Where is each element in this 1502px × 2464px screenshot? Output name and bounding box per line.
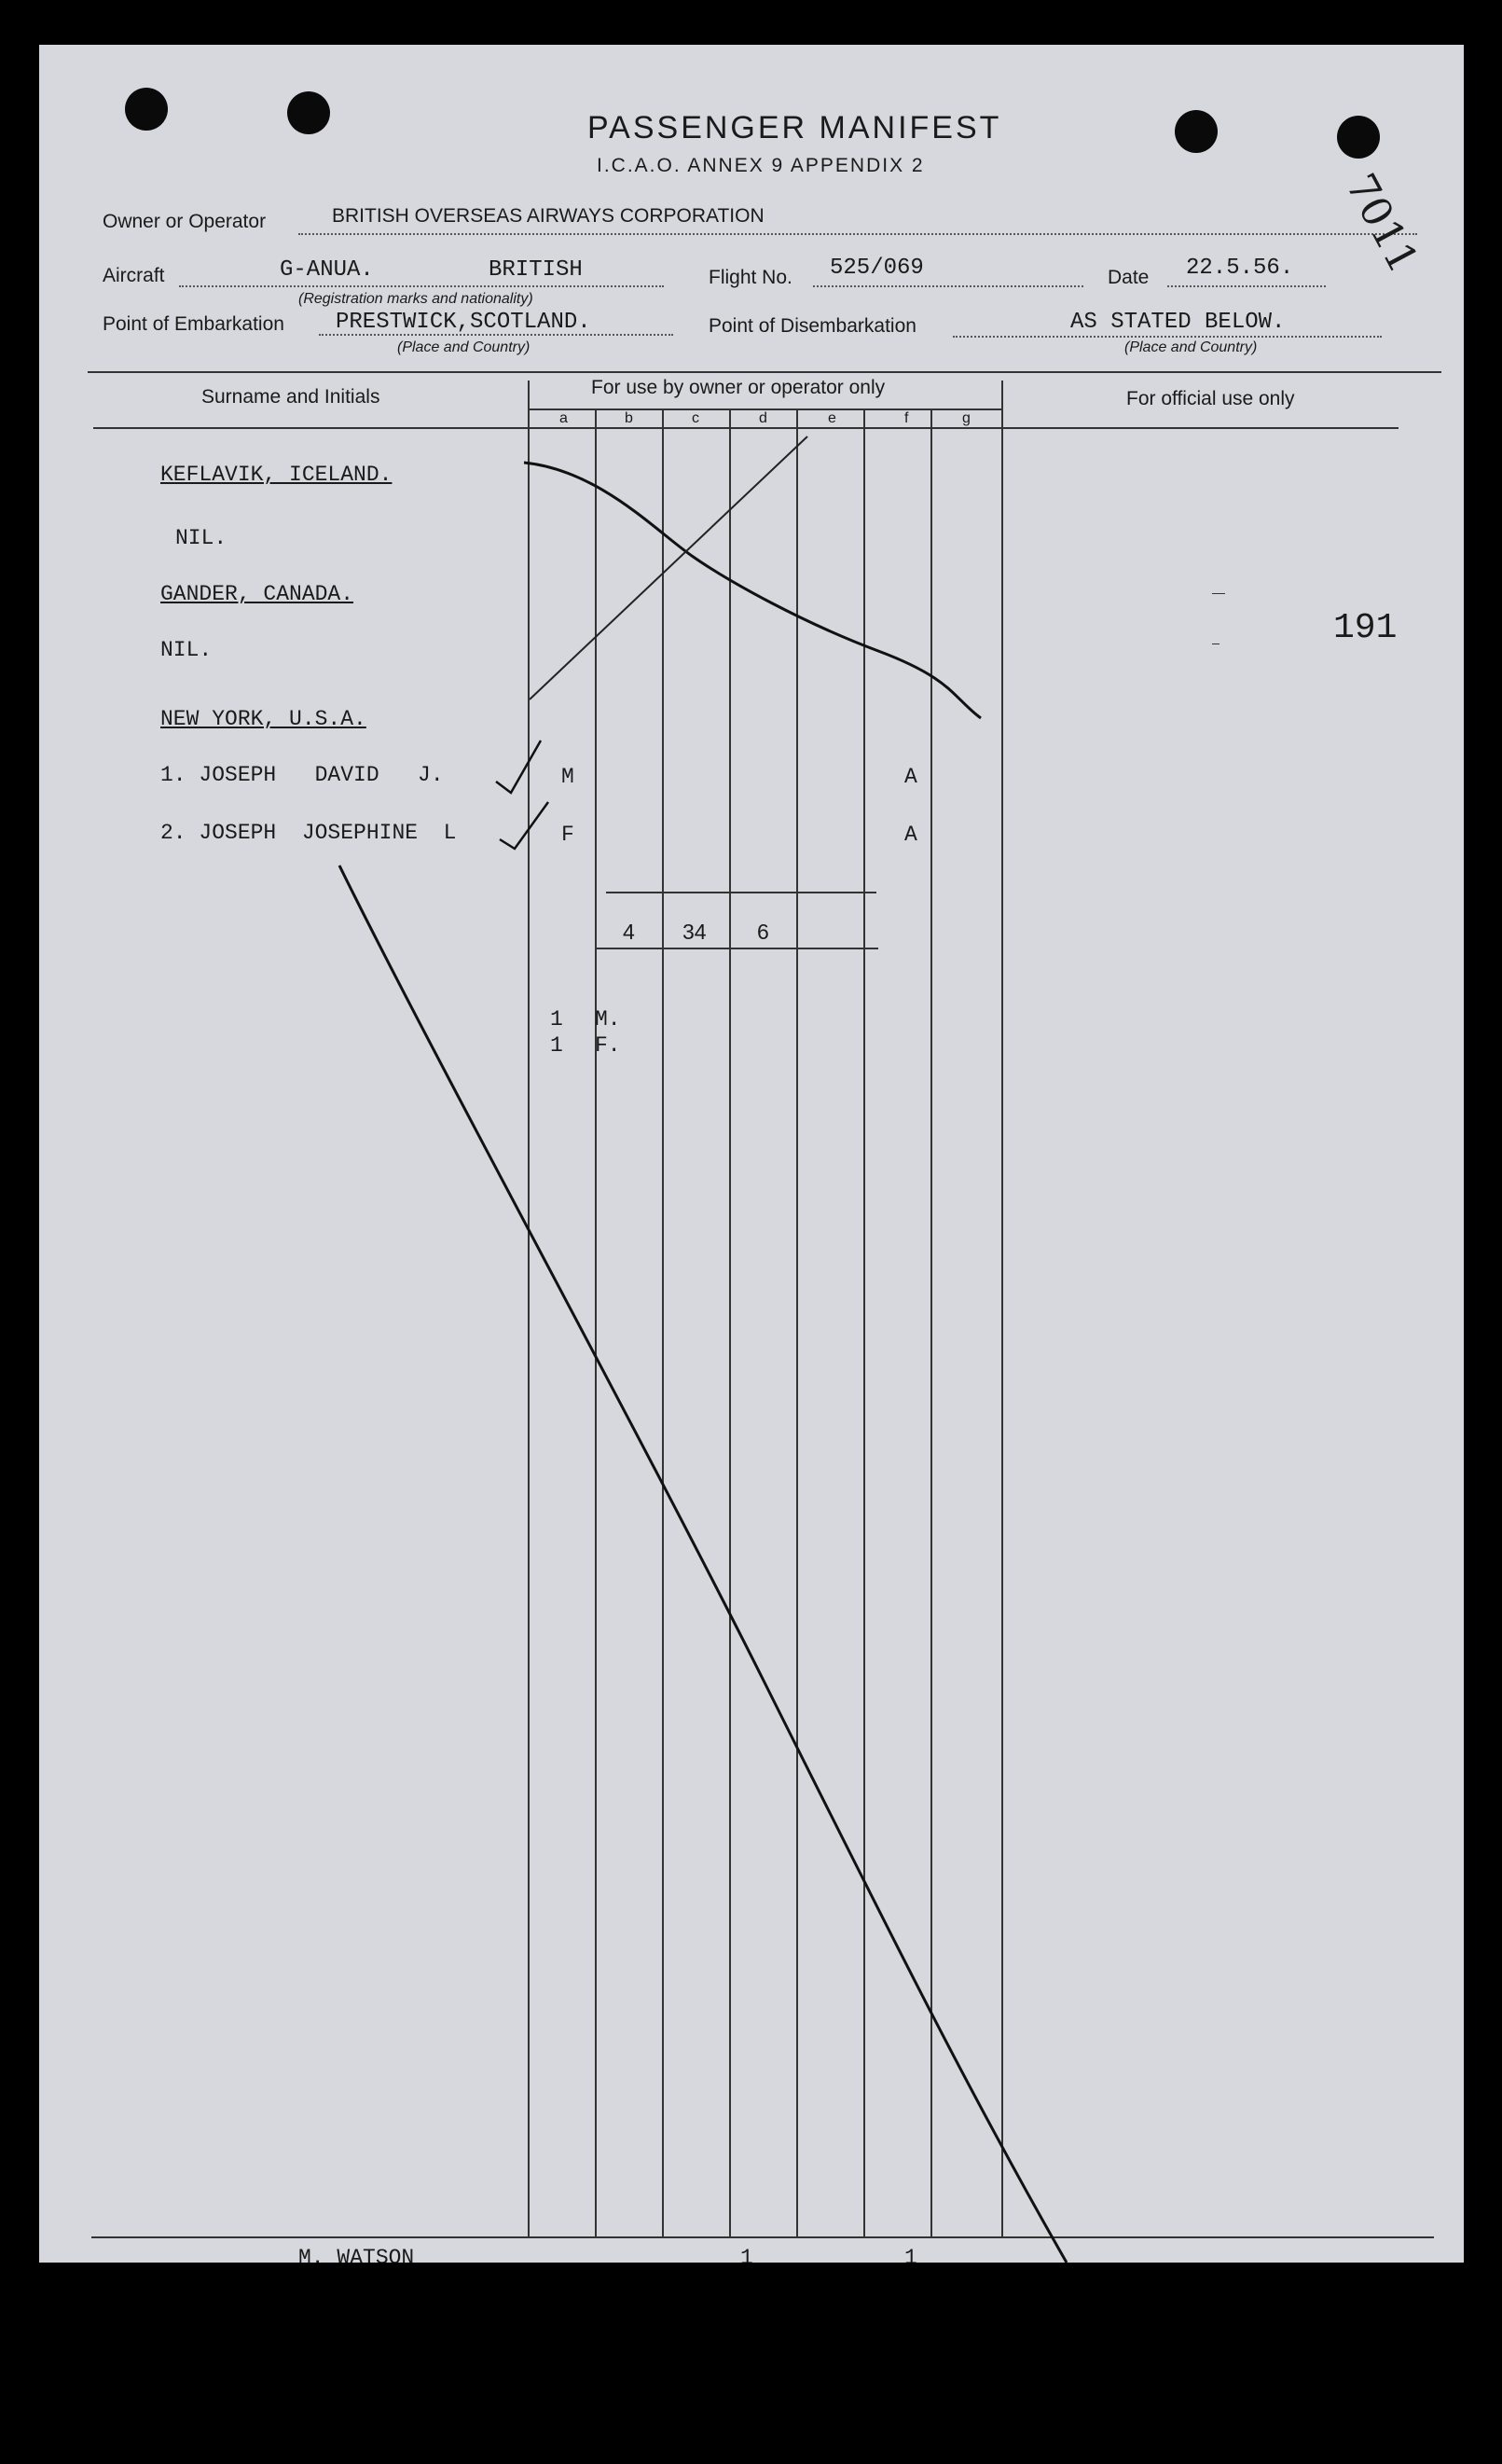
stop-keflavik-nil: NIL. xyxy=(175,526,227,550)
form-title: PASSENGER MANIFEST xyxy=(587,110,1002,145)
manifest-page xyxy=(39,45,1464,2263)
passenger-2-name: 2. JOSEPH JOSEPHINE L xyxy=(160,821,457,845)
embark-value: PRESTWICK,SCOTLAND. xyxy=(336,310,591,335)
subcol-f: f xyxy=(904,410,909,426)
disembark-value: AS STATED BELOW. xyxy=(1070,310,1286,335)
long-diagonal-stroke xyxy=(339,865,1067,2263)
passenger-2-code: A xyxy=(904,823,917,847)
subcol-g: g xyxy=(962,410,971,426)
total-b: 4 xyxy=(623,920,635,944)
date-label: Date xyxy=(1108,267,1150,288)
passenger-1-sex: M xyxy=(561,765,574,789)
passenger-2-sex: F xyxy=(561,823,574,847)
total-d: 6 xyxy=(757,920,769,944)
cancel-curve xyxy=(524,463,981,718)
col-owner-header: For use by owner or operator only xyxy=(591,377,886,398)
date-value: 22.5.56. xyxy=(1186,256,1294,281)
handwritten-strokes xyxy=(39,45,1464,2263)
count-male-label: M. xyxy=(595,1007,621,1031)
disembark-note: (Place and Country) xyxy=(1124,339,1258,355)
passenger-1-name: 1. JOSEPH DAVID J. xyxy=(160,763,444,787)
embark-label: Point of Embarkation xyxy=(103,313,284,335)
aircraft-label: Aircraft xyxy=(103,265,165,286)
passenger-1-code: A xyxy=(904,765,917,789)
aircraft-registration: G-ANUA. xyxy=(280,257,374,283)
form-subtitle: I.C.A.O. ANNEX 9 APPENDIX 2 xyxy=(597,155,925,176)
owner-value: BRITISH OVERSEAS AIRWAYS CORPORATION xyxy=(332,205,765,227)
embark-note: (Place and Country) xyxy=(397,339,531,355)
flight-number: 525/069 xyxy=(830,256,924,281)
stop-newyork: NEW YORK, U.S.A. xyxy=(160,707,366,731)
aircraft-note: (Registration marks and nationality) xyxy=(298,291,533,307)
handwritten-mark: 7011 xyxy=(1336,166,1427,281)
col-surname-header: Surname and Initials xyxy=(201,386,380,408)
official-number: 191 xyxy=(1333,608,1398,648)
check-mark-1 xyxy=(496,741,541,793)
disembark-label: Point of Disembarkation xyxy=(709,315,916,337)
footer-num-2: 1 xyxy=(904,2246,917,2263)
footer-num-1: 1 xyxy=(740,2246,753,2263)
subcol-b: b xyxy=(625,410,633,426)
subcol-a: a xyxy=(559,410,568,426)
stop-keflavik: KEFLAVIK, ICELAND. xyxy=(160,463,393,487)
col-official-header: For official use only xyxy=(1126,388,1295,409)
count-male: 1 xyxy=(550,1007,563,1031)
flight-label: Flight No. xyxy=(709,267,792,288)
count-female-label: F. xyxy=(595,1033,621,1058)
stop-gander: GANDER, CANADA. xyxy=(160,582,354,606)
stop-gander-nil: NIL. xyxy=(160,638,213,662)
signature: M. WATSON xyxy=(298,2246,415,2263)
subcol-d: d xyxy=(759,410,767,426)
aircraft-nationality: BRITISH xyxy=(489,257,583,283)
subcol-e: e xyxy=(828,410,836,426)
owner-label: Owner or Operator xyxy=(103,211,267,232)
total-c: 34 xyxy=(682,920,707,944)
count-female: 1 xyxy=(550,1033,563,1058)
check-mark-2 xyxy=(500,802,548,849)
subcol-c: c xyxy=(692,410,699,426)
